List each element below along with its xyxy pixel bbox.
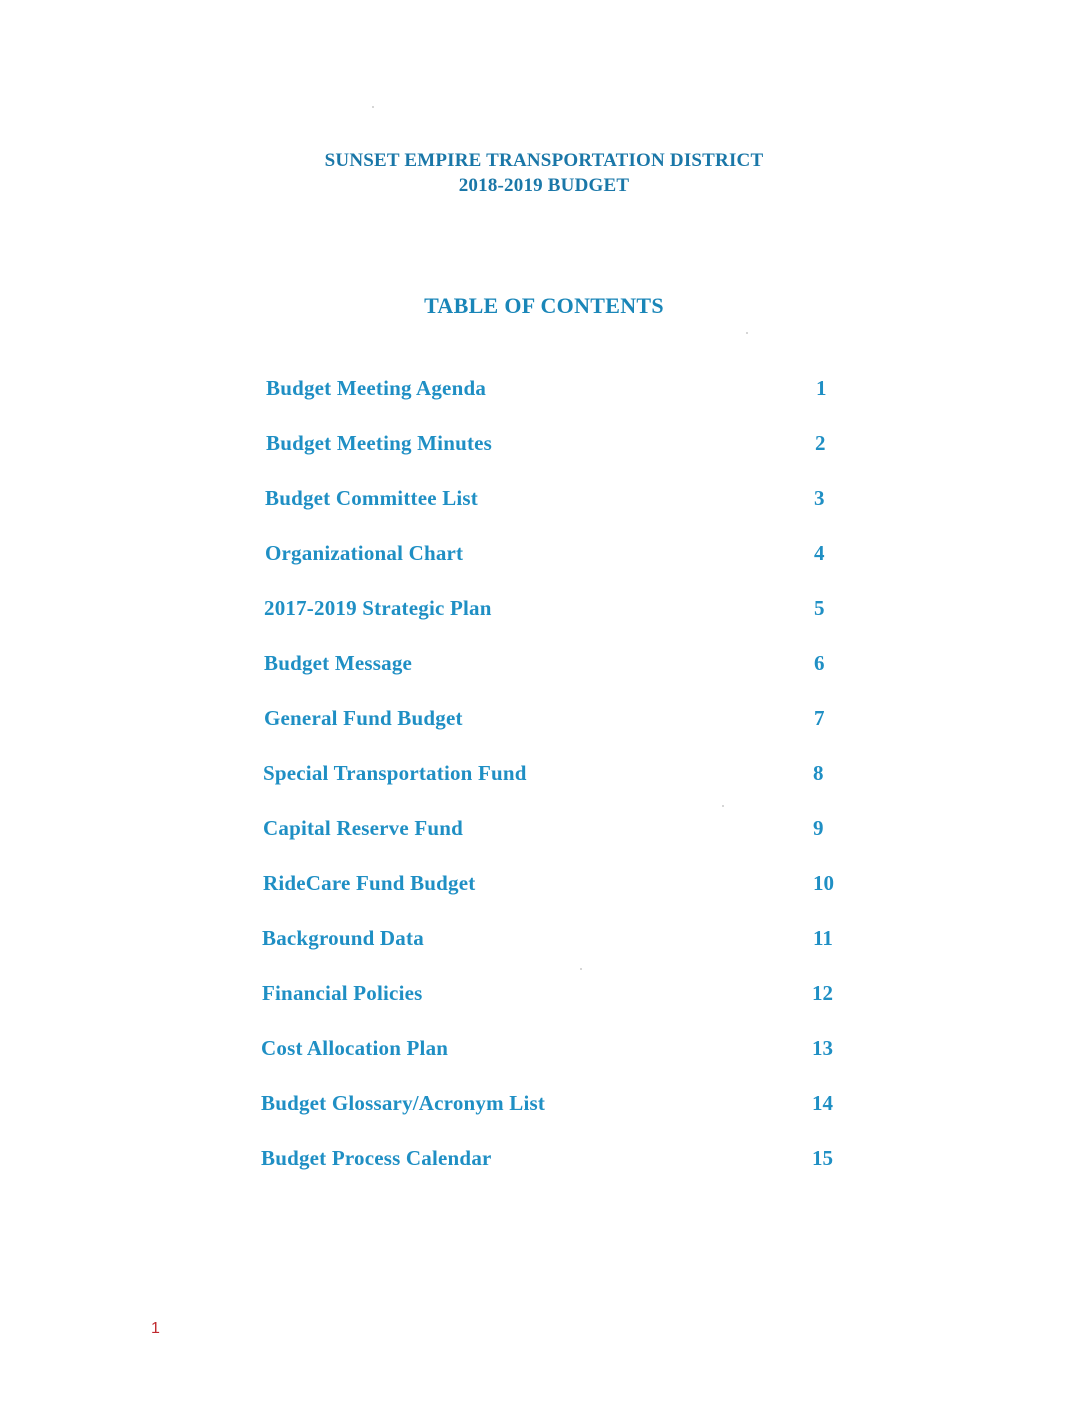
toc-entry-page: 12 <box>812 981 833 1005</box>
toc-entry-page: 9 <box>813 816 824 840</box>
toc-entry <box>263 868 863 898</box>
toc-entry-label: Financial Policies <box>262 981 423 1005</box>
scan-speck <box>722 805 724 807</box>
toc-entry <box>266 428 866 458</box>
organization-name: SUNSET EMPIRE TRANSPORTATION DISTRICT <box>324 150 764 171</box>
toc-entry-label: Budget Glossary/Acronym List <box>261 1091 546 1115</box>
toc-entry <box>265 538 865 568</box>
toc-entry-page: 6 <box>814 651 825 675</box>
toc-entry-page: 7 <box>814 706 825 730</box>
toc-entry-label: Cost Allocation Plan <box>261 1036 449 1060</box>
toc-entry-label: 2017-2019 Strategic Plan <box>264 596 492 620</box>
toc-entry-page: 8 <box>813 761 824 785</box>
toc-entry <box>264 593 864 623</box>
toc-entry-label: Budget Message <box>264 651 413 675</box>
toc-entry-page: 14 <box>812 1091 833 1115</box>
toc-entry <box>264 648 864 678</box>
scan-speck <box>372 106 374 108</box>
toc-entry-label: Special Transportation Fund <box>263 761 527 785</box>
toc-entry-page: 4 <box>814 541 825 565</box>
toc-entry-label: Organizational Chart <box>265 541 464 565</box>
toc-entry <box>264 703 864 733</box>
scan-speck <box>580 968 582 970</box>
toc-entry-label: Budget Meeting Agenda <box>266 376 487 400</box>
toc-entry-page: 3 <box>814 486 825 510</box>
toc-entry <box>265 483 865 513</box>
toc-entry-label: Background Data <box>262 926 424 950</box>
toc-entry <box>261 1143 861 1173</box>
budget-title: 2018-2019 BUDGET <box>458 175 630 196</box>
toc-entry <box>262 978 862 1008</box>
toc-entry-page: 11 <box>813 926 833 950</box>
toc-entry-page: 2 <box>815 431 826 455</box>
toc-entry <box>261 1088 861 1118</box>
toc-entry-page: 5 <box>814 596 825 620</box>
page-number: 1 <box>151 1320 160 1337</box>
toc-entry-page: 10 <box>813 871 834 895</box>
toc-entry-label: Budget Committee List <box>265 486 479 510</box>
toc-entry <box>266 373 866 403</box>
toc-entry-label: Budget Meeting Minutes <box>266 431 493 455</box>
toc-entry-label: RideCare Fund Budget <box>263 871 476 895</box>
toc-entry-page: 15 <box>812 1146 833 1170</box>
toc-entry-label: Capital Reserve Fund <box>263 816 463 840</box>
toc-entry <box>263 758 863 788</box>
toc-entry-page: 1 <box>816 376 827 400</box>
toc-entry-label: General Fund Budget <box>264 706 463 730</box>
toc-entry-label: Budget Process Calendar <box>261 1146 492 1170</box>
toc-heading: TABLE OF CONTENTS <box>424 293 664 318</box>
scan-speck <box>746 332 748 334</box>
toc-entry <box>262 923 862 953</box>
toc-entry <box>263 813 863 843</box>
toc-entry <box>261 1033 861 1063</box>
toc-entry-page: 13 <box>812 1036 833 1060</box>
